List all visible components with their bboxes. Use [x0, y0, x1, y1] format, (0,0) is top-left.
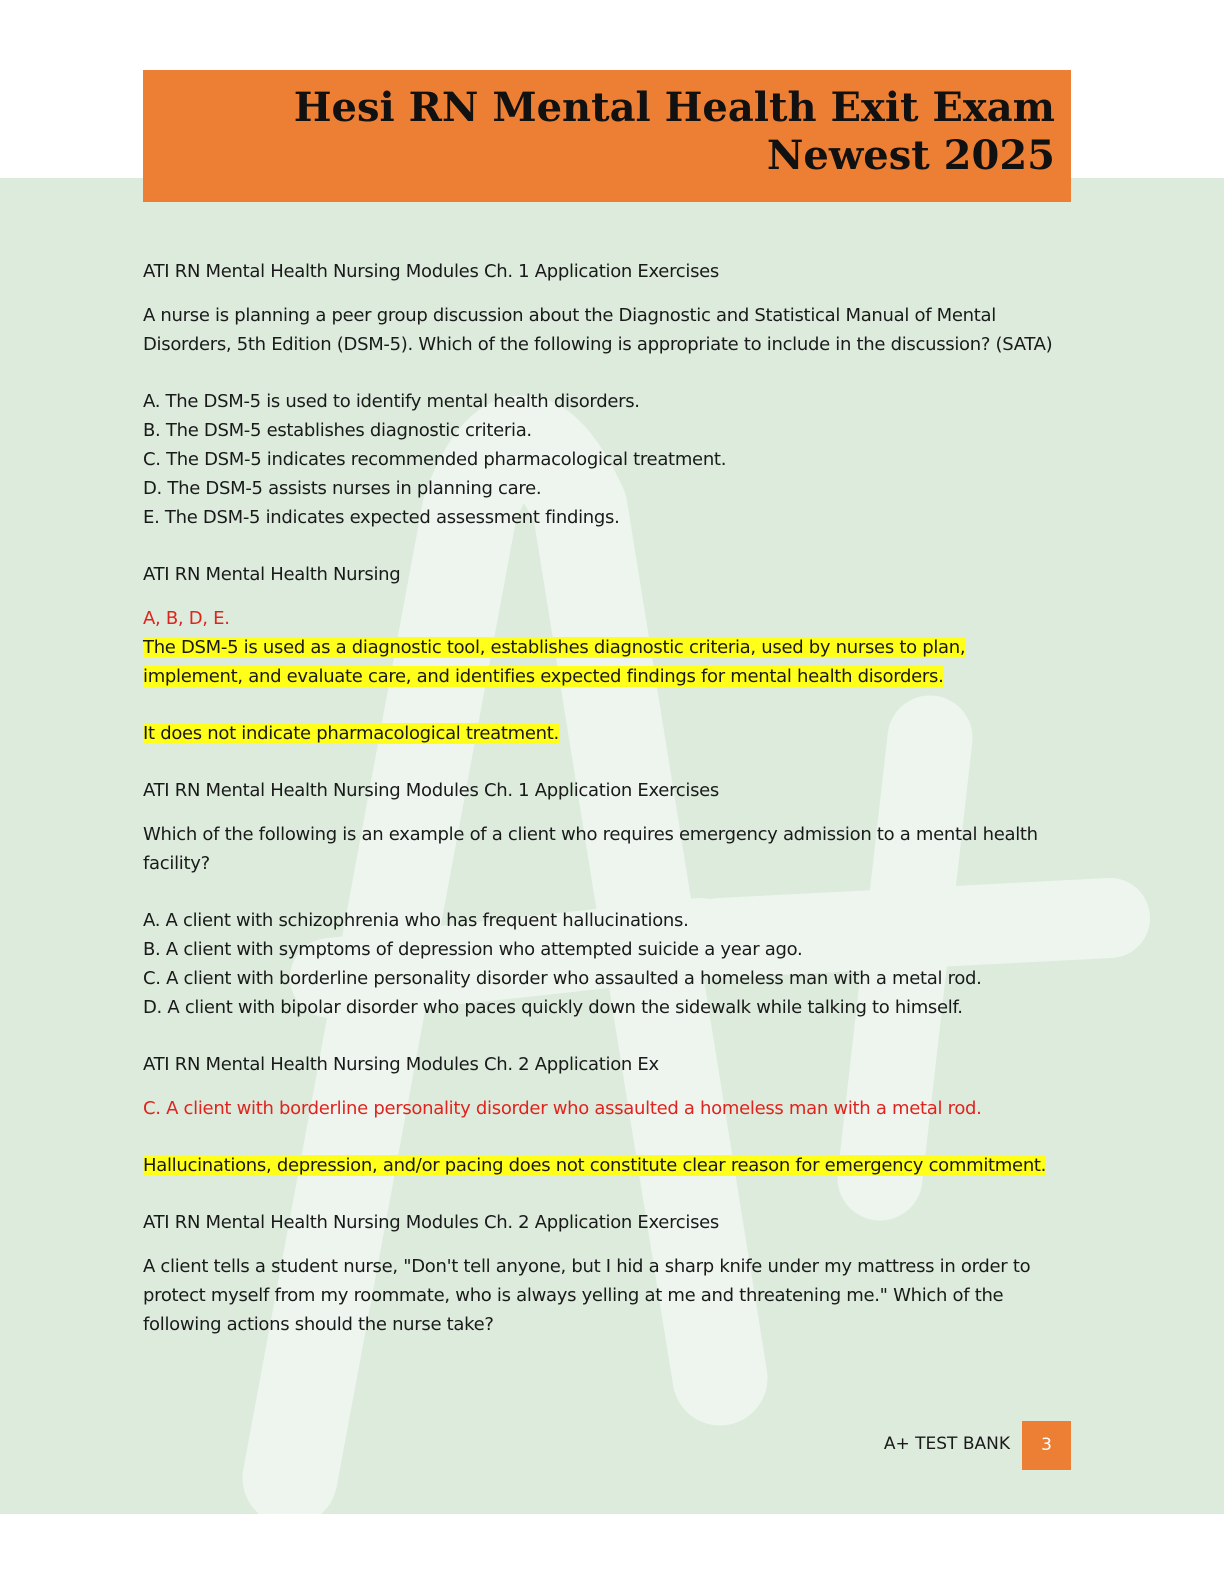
q2-rationale: Hallucinations, depression, and/or pacing does not constitute clear reason for emergency commitment.: [143, 1155, 1047, 1176]
q2-option-d: D. A client with bipolar disorder who paces quickly down the sidewalk while talking to himself.: [143, 997, 963, 1018]
title-line-1: Hesi RN Mental Health Exit Exam: [293, 84, 1055, 131]
q1-option-b: B. The DSM-5 establishes diagnostic criteria.: [143, 420, 532, 441]
q2-option-c: C. A client with borderline personality disorder who assaulted a homeless man with a metal rod.: [143, 968, 982, 989]
page-content: [143, 257, 1063, 1339]
q3-question: A client tells a student nurse, "Don't tell anyone, but I hid a sharp knife under my mattress in order to protect myself from my roommate, who is always yelling at me and threatening me." Which of the following actions should the nurse take?: [143, 1256, 1031, 1335]
q1-rationale: The DSM-5 is used as a diagnostic tool, establishes diagnostic criteria, used by nurses to plan, implement, and evaluate care, and identifies expected findings for mental health disorders.: [143, 637, 966, 687]
q1-source: ATI RN Mental Health Nursing Modules Ch. 1 Application Exercises: [143, 261, 720, 282]
title-line-2: Newest 2025: [766, 132, 1055, 179]
q1-option-d: D. The DSM-5 assists nurses in planning care.: [143, 478, 542, 499]
q2-question: Which of the following is an example of a client who requires emergency admission to a mental health facility?: [143, 824, 1038, 874]
q2-answer: C. A client with borderline personality disorder who assaulted a homeless man with a metal rod.: [143, 1098, 982, 1119]
q2-option-b: B. A client with symptoms of depression who attempted suicide a year ago.: [143, 939, 803, 960]
q1-reference: ATI RN Mental Health Nursing: [143, 564, 401, 585]
q2-reference: ATI RN Mental Health Nursing Modules Ch. 2 Application Ex: [143, 1054, 659, 1075]
q1-option-c: C. The DSM-5 indicates recommended pharmacological treatment.: [143, 449, 727, 470]
q1-option-a: A. The DSM-5 is used to identify mental health disorders.: [143, 391, 640, 412]
title-banner: [143, 70, 1071, 202]
q3-source: ATI RN Mental Health Nursing Modules Ch. 2 Application Exercises: [143, 1212, 720, 1233]
q1-rationale-note: It does not indicate pharmacological treatment.: [143, 723, 559, 744]
q2-option-a: A. A client with schizophrenia who has frequent hallucinations.: [143, 910, 689, 931]
footer-label: A+ TEST BANK: [883, 1434, 1010, 1454]
q1-option-e: E. The DSM-5 indicates expected assessment findings.: [143, 507, 620, 528]
page-number: 3: [1022, 1421, 1071, 1470]
q1-answer: A, B, D, E.: [143, 608, 230, 629]
q1-question: A nurse is planning a peer group discussion about the Diagnostic and Statistical Manual of Mental Disorders, 5th Edition (DSM-5). Which of the following is appropriate to include in the discussion? (SATA): [143, 305, 1053, 355]
q2-source: ATI RN Mental Health Nursing Modules Ch. 1 Application Exercises: [143, 780, 720, 801]
